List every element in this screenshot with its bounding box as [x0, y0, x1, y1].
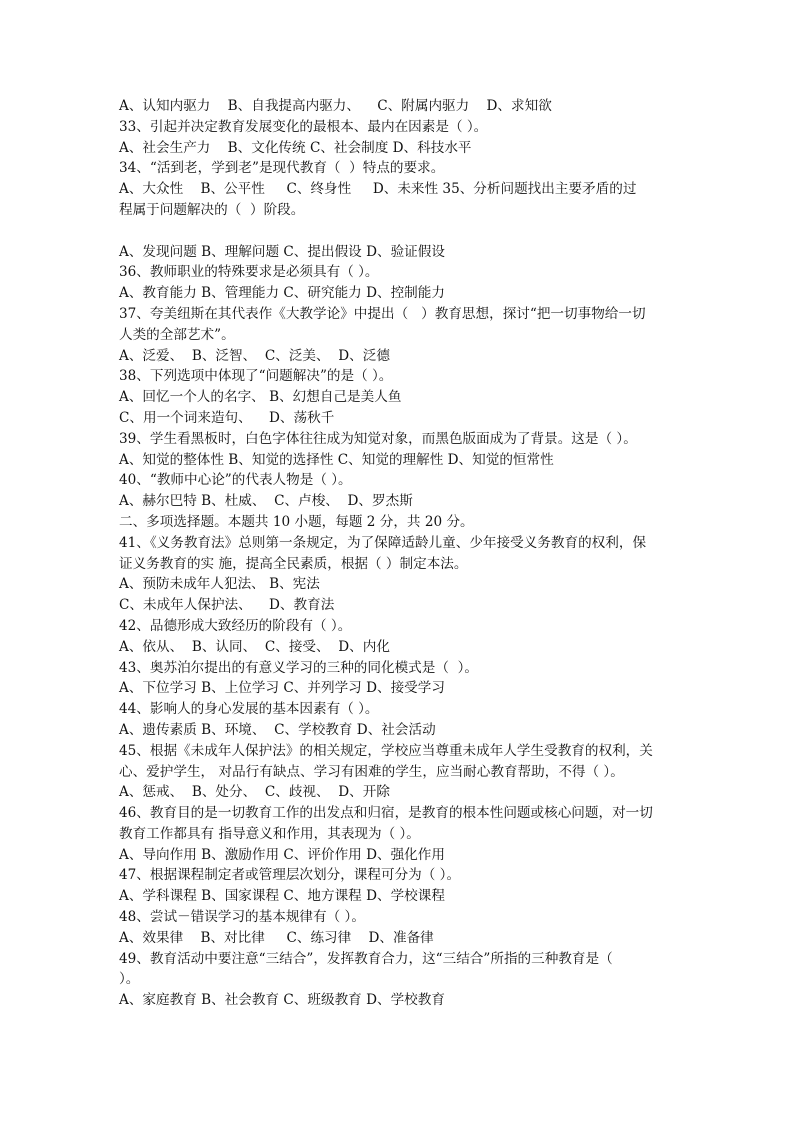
- text-line: 43、奥苏泊尔提出的有意义学习的三种的同化模式是（ ）。: [119, 659, 478, 676]
- text-line: 38、下列选项中体现了“问题解决”的是（ ）。: [119, 368, 393, 385]
- text-line: 42、品德形成大致经历的阶段有（ ）。: [119, 617, 352, 634]
- text-line: 心、爱护学生， 对品行有缺点、学习有困难的学生，应当耐心教育帮助，不得（ ）。: [119, 763, 624, 780]
- text-line: 44、影响人的身心发展的基本因素有（ ）。: [119, 701, 379, 718]
- text-line: A、大众性 B、公平性 C、终身性 D、未来性 35、分析问题找出主要矛盾的过: [119, 181, 637, 198]
- text-line: 48、尝试－错误学习的基本规律有（ ）。: [119, 909, 365, 926]
- text-line: A、发现问题 B、理解问题 C、提出假设 D、验证假设: [119, 243, 445, 260]
- text-line: 人类的全部艺术”。: [119, 326, 235, 343]
- text-line: A、认知内驱力 B、自我提高内驱力、 C、附属内驱力 D、求知欲: [119, 98, 552, 114]
- text-line: A、家庭教育 B、社会教育 C、班级教育 D、学校教育: [119, 992, 445, 1009]
- text-line: A、导向作用 B、激励作用 C、评价作用 D、强化作用: [119, 846, 445, 863]
- text-line: A、知觉的整体性 B、知觉的选择性 C、知觉的理解性 D、知觉的恒常性: [119, 451, 554, 468]
- text-line: C、未成年人保护法、 D、教育法: [119, 597, 335, 614]
- text-line: 49、教育活动中要注意“三结合”，发挥教育合力，这“三结合”所指的三种教育是（: [119, 950, 613, 967]
- text-line: ）。: [119, 971, 140, 988]
- text-line: [119, 221, 679, 242]
- text-line: A、学科课程 B、国家课程 C、地方课程 D、学校课程: [119, 888, 445, 905]
- text-line: 证义务教育的实 施，提高全民素质，根据（ ）制定本法。: [119, 555, 468, 572]
- text-line: A、下位学习 B、上位学习 C、并列学习 D、接受学习: [119, 680, 445, 697]
- text-line: 37、夸美纽斯在其代表作《大教学论》中提出（ ）教育思想，探讨“把一切事物给一切: [119, 305, 646, 322]
- text-line: C、用一个词来造句、 D、荡秋千: [119, 409, 335, 426]
- text-line: 40、“教师中心论”的代表人物是（ ）。: [119, 472, 352, 489]
- text-line: 36、教师职业的特殊要求是必须具有（ ）。: [119, 264, 379, 281]
- text-line: A、效果律 B、对比律 C、练习律 D、准备律: [119, 929, 434, 946]
- text-line: 39、学生看黑板时，白色字体往往成为知觉对象，而黑色版面成为了背景。这是（ ）。: [119, 430, 637, 447]
- text-line: A、赫尔巴特 B、杜威、 C、卢梭、 D、罗杰斯: [119, 493, 413, 510]
- text-line: A、遗传素质 B、环境、 C、学校教育 D、社会活动: [119, 721, 436, 738]
- text-line: A、社会生产力 B、文化传统 C、社会制度 D、科技水平: [119, 139, 472, 156]
- text-line: 教育工作都具有 指导意义和作用，其表现为（ ）。: [119, 825, 420, 842]
- text-line: 程属于问题解决的（ ）阶段。: [119, 201, 305, 218]
- text-line: A、泛爱、 B、泛智、 C、泛美、 D、泛德: [119, 347, 390, 364]
- document-body: [119, 96, 679, 1011]
- text-line: A、教育能力 B、管理能力 C、研究能力 D、控制能力: [119, 285, 445, 302]
- text-line: A、惩戒、 B、处分、 C、歧视、 D、开除: [119, 784, 390, 801]
- text-line: A、依从、 B、认同、 C、接受、 D、内化: [119, 638, 390, 655]
- text-line: A、回忆一个人的名字、 B、幻想自己是美人鱼: [119, 389, 402, 406]
- text-line: 33、引起并决定教育发展变化的最根本、最内在因素是（ ）。: [119, 118, 488, 135]
- text-line: A、预防未成年人犯法、 B、宪法: [119, 576, 320, 593]
- text-line: 41、《义务教育法》总则第一条规定，为了保障适龄儿童、少年接受义务教育的权利，保: [119, 534, 647, 551]
- text-line: 47、根据课程制定者或管理层次划分，课程可分为（ ）。: [119, 867, 461, 884]
- text-line: 45、根据《未成年人保护法》的相关规定，学校应当尊重未成年人学生受教育的权利，关: [119, 742, 653, 759]
- text-line: 二、多项选择题。本题共 10 小题，每题 2 分，共 20 分。: [119, 513, 474, 530]
- text-line: 46、教育目的是一切教育工作的出发点和归宿，是教育的根本性问题或核心问题，对一切: [119, 805, 653, 822]
- text-line: 34、“活到老，学到老”是现代教育（ ）特点的要求。: [119, 160, 445, 177]
